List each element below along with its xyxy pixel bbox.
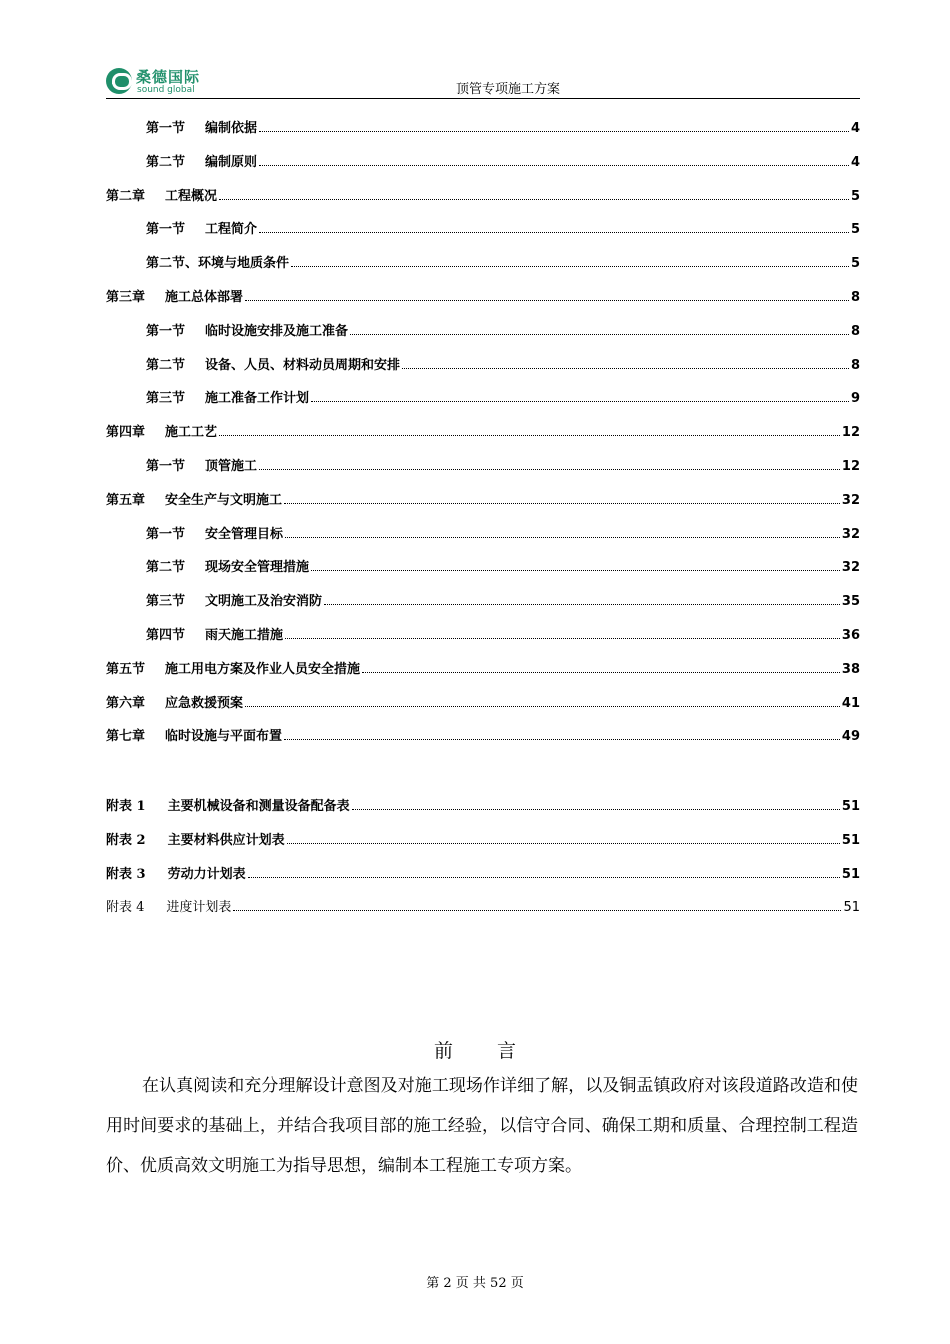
toc-entry-label: 第五章 <box>106 492 146 508</box>
dot-leader <box>352 808 840 810</box>
dot-leader <box>259 130 849 132</box>
toc-page-number: 32 <box>841 492 860 508</box>
toc-page-number: 8 <box>850 290 860 305</box>
toc-entry-title: 工程简介 <box>205 222 258 238</box>
toc-entry-title: 主要材料供应计划表 <box>167 832 285 848</box>
dot-leader <box>233 909 841 911</box>
toc-entry-label: 第二节 <box>146 357 186 373</box>
appendix-entry[interactable] <box>106 828 860 848</box>
toc-entry-title: 施工准备工作计划 <box>205 391 310 407</box>
toc-entry-label: 附表 3 <box>106 866 146 882</box>
toc-entry-label: 附表 1 <box>106 799 146 814</box>
toc-entry-title: 主要机械设备和测量设备配备表 <box>167 799 350 814</box>
toc-entry[interactable] <box>106 555 860 575</box>
toc-entry-title: 安全生产与文明施工 <box>165 492 283 508</box>
dot-leader <box>285 637 840 639</box>
toc-entry[interactable] <box>106 319 860 339</box>
toc-entry-title: 文明施工及治安消防 <box>205 594 323 610</box>
toc-entry[interactable] <box>106 285 860 305</box>
dot-leader <box>285 536 840 538</box>
toc-page-number: 41 <box>841 695 860 711</box>
page-header <box>106 62 860 99</box>
toc-page-number: 51 <box>843 900 860 916</box>
toc-entry[interactable] <box>106 420 860 440</box>
logo-english-name: sound global <box>137 85 195 95</box>
toc-entry-label: 第二节 <box>146 560 186 576</box>
logo-swirl-icon <box>106 68 132 94</box>
toc-page-number: 4 <box>850 121 860 136</box>
toc-entry-title: 雨天施工措施 <box>205 628 284 643</box>
dot-leader <box>219 198 849 200</box>
dot-leader <box>219 434 840 436</box>
toc-entry[interactable] <box>106 657 860 677</box>
toc-page-number: 51 <box>841 866 860 882</box>
company-logo <box>106 66 216 96</box>
dot-leader <box>291 265 849 267</box>
toc-page-number: 4 <box>850 154 860 170</box>
toc-entry-label: 第七章 <box>106 729 146 745</box>
toc-entry[interactable] <box>106 251 860 271</box>
toc-entry-label: 附表 2 <box>106 832 146 848</box>
toc-entry[interactable] <box>106 488 860 508</box>
toc-entry[interactable] <box>106 217 860 237</box>
dot-leader <box>259 231 849 233</box>
toc-entry-title: 工程概况 <box>165 188 218 204</box>
toc-entry-label: 第五节 <box>106 661 146 677</box>
preface-body: 在认真阅读和充分理解设计意图及对施工现场作详细了解，以及铜盂镇政府对该段道路改造和使用时间要求的基础上，并结合我项目部的施工经验，以信守合同、确保工期和质量、合理控制工程造价、优质高效文明施工为指导思想，编制本工程施工专项方案。 <box>106 1076 858 1176</box>
toc-page-number: 38 <box>841 661 860 677</box>
toc-entry-label: 第六章 <box>106 695 146 711</box>
toc-page-number: 5 <box>850 256 860 272</box>
toc-entry-title: 设备、人员、材料动员周期和安排 <box>205 357 401 373</box>
toc-entry[interactable] <box>106 623 860 643</box>
toc-page-number: 5 <box>850 222 860 238</box>
toc-entry[interactable] <box>106 522 860 542</box>
toc-entry-title: 编制原则 <box>205 154 258 170</box>
dot-leader <box>284 502 840 504</box>
dot-leader <box>245 299 849 301</box>
toc-entry-label: 第三节 <box>146 594 186 610</box>
toc-entry-title: 应急救援预案 <box>165 695 244 711</box>
document-title: 顶管专项施工方案 <box>456 82 561 97</box>
logo-chinese-name: 桑德国际 <box>136 68 201 86</box>
appendix-entry[interactable] <box>106 794 860 814</box>
toc-entry-title: 施工总体部署 <box>165 290 244 305</box>
toc-entry[interactable] <box>106 691 860 711</box>
toc-page-number: 51 <box>841 832 860 848</box>
dot-leader <box>259 468 840 470</box>
toc-entry-label: 第二节、环境与地质条件 <box>146 256 290 272</box>
toc-entry-title: 编制依据 <box>205 121 258 136</box>
toc-page-number: 35 <box>841 594 860 610</box>
dot-leader <box>259 164 849 166</box>
toc-entry[interactable] <box>106 724 860 744</box>
toc-page-number: 12 <box>841 459 860 474</box>
toc-entry[interactable] <box>106 116 860 136</box>
toc-entry-title: 临时设施安排及施工准备 <box>205 323 349 339</box>
dot-leader <box>324 603 840 605</box>
toc-entry[interactable] <box>106 150 860 170</box>
preface-title: 前言 <box>433 1040 560 1062</box>
toc-entry-label: 第二章 <box>106 188 146 204</box>
toc-entry-title: 顶管施工 <box>205 459 258 474</box>
toc-page-number: 9 <box>850 391 860 407</box>
toc-entry[interactable] <box>106 353 860 373</box>
dot-leader <box>311 569 840 571</box>
toc-entry-label: 第四章 <box>106 425 146 441</box>
dot-leader <box>284 738 840 740</box>
toc-entry[interactable] <box>106 386 860 406</box>
appendix-entry[interactable] <box>106 862 860 882</box>
toc-page-number: 32 <box>841 526 860 542</box>
toc-entry-title: 进度计划表 <box>166 900 232 916</box>
toc-page-number: 8 <box>850 323 860 339</box>
dot-leader <box>311 400 849 402</box>
dot-leader <box>350 333 849 335</box>
toc-entry-title: 现场安全管理措施 <box>205 560 310 576</box>
toc-page-number: 49 <box>841 729 860 745</box>
toc-entry-title: 劳动力计划表 <box>167 866 246 882</box>
toc-page-number: 12 <box>841 425 860 441</box>
toc-page-number: 5 <box>850 188 860 204</box>
toc-entry-title: 施工用电方案及作业人员安全措施 <box>165 661 361 677</box>
toc-entry-label: 附表 4 <box>106 900 145 916</box>
toc-entry[interactable] <box>106 184 860 204</box>
toc-entry-label: 第二节 <box>146 154 186 170</box>
toc-entry-label: 第一节 <box>146 459 186 474</box>
dot-leader <box>402 367 849 369</box>
page-footer: 第 2 页 共 52 页 <box>426 1276 524 1291</box>
toc-entry-label: 第三章 <box>106 290 146 305</box>
toc-entry-label: 第一节 <box>146 222 186 238</box>
toc-entry-label: 第三节 <box>146 391 186 407</box>
toc-entry-label: 第四节 <box>146 628 186 643</box>
appendix-entry[interactable] <box>106 895 860 915</box>
toc-entry-title: 施工工艺 <box>165 425 218 441</box>
toc-page-number: 8 <box>850 357 860 373</box>
toc-entry-title: 安全管理目标 <box>205 526 284 542</box>
toc-page-number: 36 <box>841 628 860 643</box>
toc-page-number: 32 <box>841 560 860 576</box>
toc-entry-label: 第一节 <box>146 323 186 339</box>
dot-leader <box>245 705 840 707</box>
toc-entry-label: 第一节 <box>146 121 186 136</box>
dot-leader <box>362 671 840 673</box>
toc-page-number: 51 <box>841 799 860 814</box>
toc-entry[interactable] <box>106 589 860 609</box>
toc-entry-label: 第一节 <box>146 526 186 542</box>
dot-leader <box>248 876 840 878</box>
toc-entry[interactable] <box>106 454 860 474</box>
toc-entry-title: 临时设施与平面布置 <box>165 729 283 745</box>
dot-leader <box>287 842 840 844</box>
